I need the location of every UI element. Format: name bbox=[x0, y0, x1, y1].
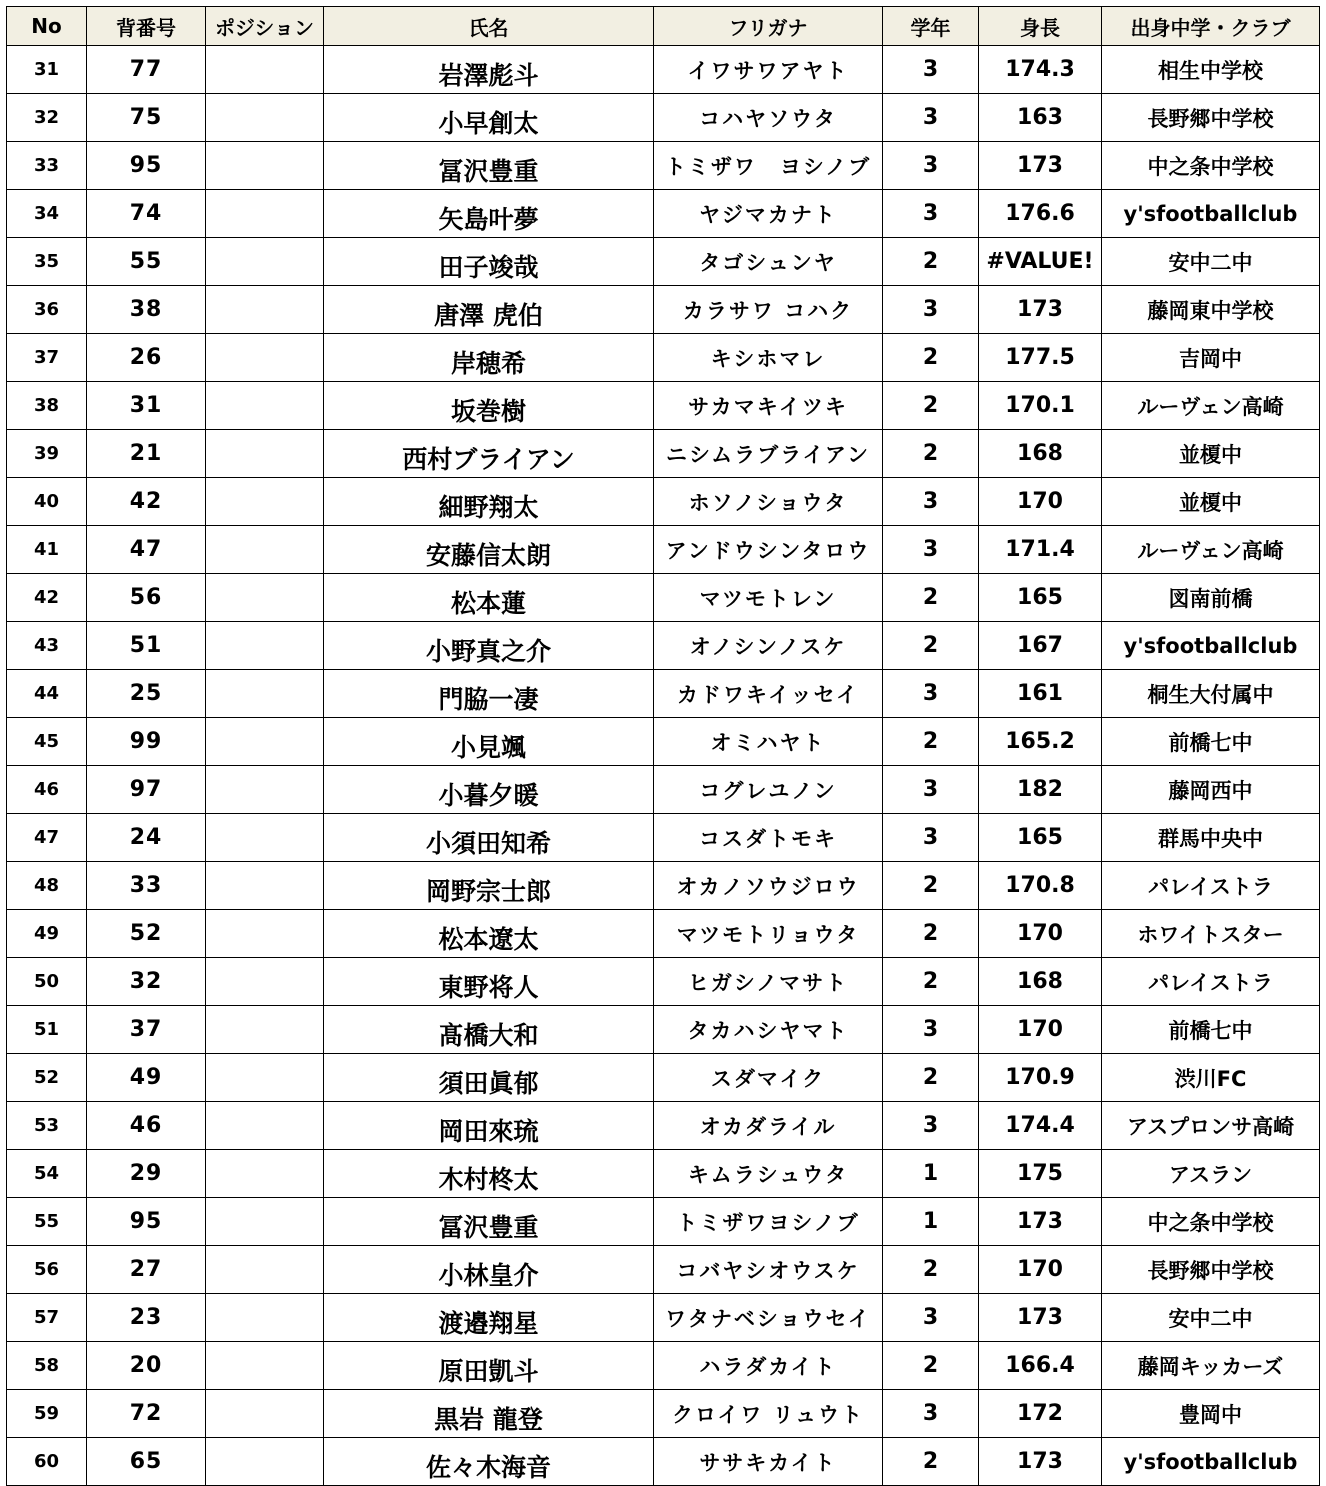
cell-jersey-number: 42 bbox=[87, 478, 206, 526]
table-row bbox=[7, 430, 1320, 478]
cell-grade: 2 bbox=[883, 1054, 979, 1102]
header-jersey-number: 背番号 bbox=[87, 7, 206, 46]
cell-no: 46 bbox=[7, 766, 87, 814]
cell-furigana: オミハヤト bbox=[654, 718, 883, 766]
cell-position bbox=[206, 238, 324, 286]
cell-furigana: アンドウシンタロウ bbox=[654, 526, 883, 574]
cell-no: 58 bbox=[7, 1342, 87, 1390]
cell-position bbox=[206, 286, 324, 334]
cell-jersey-number: 32 bbox=[87, 958, 206, 1006]
cell-height: 170.1 bbox=[979, 382, 1102, 430]
cell-no: 44 bbox=[7, 670, 87, 718]
cell-no: 59 bbox=[7, 1390, 87, 1438]
cell-grade: 2 bbox=[883, 622, 979, 670]
cell-height: 165.2 bbox=[979, 718, 1102, 766]
cell-jersey-number: 72 bbox=[87, 1390, 206, 1438]
cell-furigana: マツモトリョウタ bbox=[654, 910, 883, 958]
cell-jersey-number: 33 bbox=[87, 862, 206, 910]
cell-grade: 2 bbox=[883, 382, 979, 430]
cell-school-club: ルーヴェン高崎 bbox=[1102, 526, 1320, 574]
cell-height: 170 bbox=[979, 910, 1102, 958]
cell-height: 173 bbox=[979, 1198, 1102, 1246]
cell-school-club: y'sfootballclub bbox=[1102, 622, 1320, 670]
cell-school-club: ホワイトスター bbox=[1102, 910, 1320, 958]
cell-furigana: ニシムラブライアン bbox=[654, 430, 883, 478]
table-row bbox=[7, 670, 1320, 718]
table-row bbox=[7, 94, 1320, 142]
cell-no: 34 bbox=[7, 190, 87, 238]
cell-no: 60 bbox=[7, 1438, 87, 1486]
cell-furigana: スダマイク bbox=[654, 1054, 883, 1102]
cell-height: 168 bbox=[979, 430, 1102, 478]
cell-school-club: 並榎中 bbox=[1102, 430, 1320, 478]
cell-furigana: コハヤソウタ bbox=[654, 94, 883, 142]
cell-grade: 2 bbox=[883, 1438, 979, 1486]
cell-no: 49 bbox=[7, 910, 87, 958]
cell-furigana: タカハシヤマト bbox=[654, 1006, 883, 1054]
cell-school-club: 中之条中学校 bbox=[1102, 142, 1320, 190]
cell-no: 39 bbox=[7, 430, 87, 478]
cell-furigana: ホソノショウタ bbox=[654, 478, 883, 526]
cell-name: 田子竣哉 bbox=[324, 238, 654, 286]
roster-table bbox=[6, 6, 1320, 1486]
cell-position bbox=[206, 910, 324, 958]
cell-name: 黒岩 龍登 bbox=[324, 1390, 654, 1438]
cell-furigana: コスダトモキ bbox=[654, 814, 883, 862]
cell-jersey-number: 47 bbox=[87, 526, 206, 574]
cell-position bbox=[206, 1198, 324, 1246]
cell-jersey-number: 49 bbox=[87, 1054, 206, 1102]
table-row bbox=[7, 190, 1320, 238]
cell-school-club: アスラン bbox=[1102, 1150, 1320, 1198]
table-row bbox=[7, 1054, 1320, 1102]
cell-school-club: 渋川FC bbox=[1102, 1054, 1320, 1102]
header-furigana: フリガナ bbox=[654, 7, 883, 46]
cell-position bbox=[206, 670, 324, 718]
cell-grade: 2 bbox=[883, 718, 979, 766]
cell-school-club: 桐生大付属中 bbox=[1102, 670, 1320, 718]
cell-height: 176.6 bbox=[979, 190, 1102, 238]
cell-no: 31 bbox=[7, 46, 87, 94]
cell-grade: 2 bbox=[883, 430, 979, 478]
cell-furigana: キシホマレ bbox=[654, 334, 883, 382]
cell-position bbox=[206, 526, 324, 574]
cell-grade: 3 bbox=[883, 670, 979, 718]
cell-grade: 3 bbox=[883, 1102, 979, 1150]
cell-jersey-number: 56 bbox=[87, 574, 206, 622]
table-row bbox=[7, 1342, 1320, 1390]
cell-furigana: コグレユノン bbox=[654, 766, 883, 814]
cell-name: 岡田來琉 bbox=[324, 1102, 654, 1150]
cell-furigana: ササキカイト bbox=[654, 1438, 883, 1486]
cell-grade: 2 bbox=[883, 910, 979, 958]
cell-height: 174.3 bbox=[979, 46, 1102, 94]
cell-height: 161 bbox=[979, 670, 1102, 718]
table-row bbox=[7, 382, 1320, 430]
table-row bbox=[7, 1198, 1320, 1246]
cell-jersey-number: 38 bbox=[87, 286, 206, 334]
cell-grade: 3 bbox=[883, 1294, 979, 1342]
cell-position bbox=[206, 862, 324, 910]
cell-height: 172 bbox=[979, 1390, 1102, 1438]
cell-name: 須田眞郁 bbox=[324, 1054, 654, 1102]
cell-grade: 3 bbox=[883, 814, 979, 862]
cell-furigana: クロイワ リュウト bbox=[654, 1390, 883, 1438]
cell-jersey-number: 95 bbox=[87, 142, 206, 190]
cell-no: 54 bbox=[7, 1150, 87, 1198]
cell-name: 小林皇介 bbox=[324, 1246, 654, 1294]
cell-position bbox=[206, 1342, 324, 1390]
cell-position bbox=[206, 718, 324, 766]
cell-height: 168 bbox=[979, 958, 1102, 1006]
table-row bbox=[7, 622, 1320, 670]
cell-position bbox=[206, 766, 324, 814]
cell-furigana: タゴシュンヤ bbox=[654, 238, 883, 286]
cell-height: 165 bbox=[979, 814, 1102, 862]
cell-school-club: y'sfootballclub bbox=[1102, 190, 1320, 238]
cell-grade: 3 bbox=[883, 478, 979, 526]
cell-name: 岸穂希 bbox=[324, 334, 654, 382]
cell-jersey-number: 21 bbox=[87, 430, 206, 478]
cell-furigana: トミザワヨシノブ bbox=[654, 1198, 883, 1246]
table-row bbox=[7, 1150, 1320, 1198]
cell-no: 33 bbox=[7, 142, 87, 190]
cell-grade: 2 bbox=[883, 958, 979, 1006]
cell-position bbox=[206, 1294, 324, 1342]
cell-no: 42 bbox=[7, 574, 87, 622]
cell-jersey-number: 97 bbox=[87, 766, 206, 814]
cell-school-club: 豊岡中 bbox=[1102, 1390, 1320, 1438]
header-school-club: 出身中学・クラブ bbox=[1102, 7, 1320, 46]
cell-grade: 3 bbox=[883, 286, 979, 334]
cell-height: #VALUE! bbox=[979, 238, 1102, 286]
cell-jersey-number: 46 bbox=[87, 1102, 206, 1150]
cell-name: 冨沢豊重 bbox=[324, 1198, 654, 1246]
cell-furigana: トミザワ ヨシノブ bbox=[654, 142, 883, 190]
table-row bbox=[7, 1006, 1320, 1054]
cell-furigana: ハラダカイト bbox=[654, 1342, 883, 1390]
cell-jersey-number: 23 bbox=[87, 1294, 206, 1342]
cell-no: 53 bbox=[7, 1102, 87, 1150]
cell-school-club: パレイストラ bbox=[1102, 862, 1320, 910]
cell-furigana: ヒガシノマサト bbox=[654, 958, 883, 1006]
cell-position bbox=[206, 1102, 324, 1150]
cell-school-club: ルーヴェン高崎 bbox=[1102, 382, 1320, 430]
cell-jersey-number: 27 bbox=[87, 1246, 206, 1294]
cell-name: 渡邉翔星 bbox=[324, 1294, 654, 1342]
cell-grade: 2 bbox=[883, 574, 979, 622]
cell-jersey-number: 37 bbox=[87, 1006, 206, 1054]
cell-jersey-number: 65 bbox=[87, 1438, 206, 1486]
table-row bbox=[7, 238, 1320, 286]
cell-height: 177.5 bbox=[979, 334, 1102, 382]
cell-school-club: 安中二中 bbox=[1102, 1294, 1320, 1342]
cell-name: 小暮夕暖 bbox=[324, 766, 654, 814]
header-grade: 学年 bbox=[883, 7, 979, 46]
cell-position bbox=[206, 1054, 324, 1102]
cell-position bbox=[206, 142, 324, 190]
table-row bbox=[7, 718, 1320, 766]
cell-no: 32 bbox=[7, 94, 87, 142]
table-row bbox=[7, 1438, 1320, 1486]
cell-furigana: イワサワアヤト bbox=[654, 46, 883, 94]
cell-furigana: コバヤシオウスケ bbox=[654, 1246, 883, 1294]
cell-school-club: 相生中学校 bbox=[1102, 46, 1320, 94]
table-row bbox=[7, 766, 1320, 814]
cell-furigana: オカダライル bbox=[654, 1102, 883, 1150]
header-row bbox=[7, 7, 1320, 46]
cell-school-club: 藤岡東中学校 bbox=[1102, 286, 1320, 334]
cell-school-club: 中之条中学校 bbox=[1102, 1198, 1320, 1246]
table-row bbox=[7, 1294, 1320, 1342]
cell-no: 47 bbox=[7, 814, 87, 862]
cell-no: 48 bbox=[7, 862, 87, 910]
cell-furigana: ヤジマカナト bbox=[654, 190, 883, 238]
cell-height: 166.4 bbox=[979, 1342, 1102, 1390]
cell-furigana: サカマキイツキ bbox=[654, 382, 883, 430]
cell-height: 170 bbox=[979, 1246, 1102, 1294]
cell-position bbox=[206, 190, 324, 238]
cell-school-club: 吉岡中 bbox=[1102, 334, 1320, 382]
cell-furigana: マツモトレン bbox=[654, 574, 883, 622]
table-row bbox=[7, 334, 1320, 382]
cell-no: 35 bbox=[7, 238, 87, 286]
cell-name: 小早創太 bbox=[324, 94, 654, 142]
cell-no: 40 bbox=[7, 478, 87, 526]
table-row bbox=[7, 958, 1320, 1006]
cell-jersey-number: 29 bbox=[87, 1150, 206, 1198]
cell-height: 173 bbox=[979, 1294, 1102, 1342]
cell-jersey-number: 26 bbox=[87, 334, 206, 382]
cell-name: 細野翔太 bbox=[324, 478, 654, 526]
cell-school-club: 藤岡キッカーズ bbox=[1102, 1342, 1320, 1390]
cell-height: 170 bbox=[979, 1006, 1102, 1054]
cell-no: 45 bbox=[7, 718, 87, 766]
cell-jersey-number: 77 bbox=[87, 46, 206, 94]
cell-school-club: 図南前橋 bbox=[1102, 574, 1320, 622]
cell-school-club: パレイストラ bbox=[1102, 958, 1320, 1006]
cell-name: 冨沢豊重 bbox=[324, 142, 654, 190]
cell-position bbox=[206, 46, 324, 94]
header-position: ポジション bbox=[206, 7, 324, 46]
cell-grade: 1 bbox=[883, 1198, 979, 1246]
cell-jersey-number: 25 bbox=[87, 670, 206, 718]
table-row bbox=[7, 1246, 1320, 1294]
cell-grade: 2 bbox=[883, 1246, 979, 1294]
cell-no: 55 bbox=[7, 1198, 87, 1246]
cell-jersey-number: 52 bbox=[87, 910, 206, 958]
cell-name: 西村ブライアン bbox=[324, 430, 654, 478]
cell-no: 51 bbox=[7, 1006, 87, 1054]
cell-position bbox=[206, 94, 324, 142]
cell-position bbox=[206, 1246, 324, 1294]
cell-school-club: 群馬中央中 bbox=[1102, 814, 1320, 862]
cell-grade: 3 bbox=[883, 94, 979, 142]
cell-jersey-number: 20 bbox=[87, 1342, 206, 1390]
cell-name: 松本遼太 bbox=[324, 910, 654, 958]
table-row bbox=[7, 862, 1320, 910]
table-row bbox=[7, 574, 1320, 622]
cell-height: 163 bbox=[979, 94, 1102, 142]
cell-position bbox=[206, 334, 324, 382]
cell-no: 36 bbox=[7, 286, 87, 334]
cell-position bbox=[206, 1006, 324, 1054]
cell-school-club: アスプロンサ高崎 bbox=[1102, 1102, 1320, 1150]
header-name: 氏名 bbox=[324, 7, 654, 46]
cell-grade: 3 bbox=[883, 1006, 979, 1054]
cell-position bbox=[206, 574, 324, 622]
cell-no: 50 bbox=[7, 958, 87, 1006]
cell-no: 37 bbox=[7, 334, 87, 382]
cell-height: 170.8 bbox=[979, 862, 1102, 910]
table-row bbox=[7, 142, 1320, 190]
cell-grade: 3 bbox=[883, 142, 979, 190]
table-row bbox=[7, 478, 1320, 526]
cell-grade: 3 bbox=[883, 190, 979, 238]
cell-jersey-number: 99 bbox=[87, 718, 206, 766]
table-row bbox=[7, 910, 1320, 958]
cell-height: 174.4 bbox=[979, 1102, 1102, 1150]
cell-name: 木村柊太 bbox=[324, 1150, 654, 1198]
cell-school-club: 藤岡西中 bbox=[1102, 766, 1320, 814]
header-no: No bbox=[7, 7, 87, 46]
cell-grade: 3 bbox=[883, 766, 979, 814]
table-row bbox=[7, 526, 1320, 574]
cell-height: 170.9 bbox=[979, 1054, 1102, 1102]
cell-position bbox=[206, 622, 324, 670]
cell-height: 165 bbox=[979, 574, 1102, 622]
cell-name: 髙橋大和 bbox=[324, 1006, 654, 1054]
cell-grade: 3 bbox=[883, 526, 979, 574]
cell-no: 43 bbox=[7, 622, 87, 670]
cell-grade: 2 bbox=[883, 1342, 979, 1390]
cell-name: 東野将人 bbox=[324, 958, 654, 1006]
cell-name: 坂巻樹 bbox=[324, 382, 654, 430]
table-row bbox=[7, 286, 1320, 334]
cell-name: 原田凱斗 bbox=[324, 1342, 654, 1390]
cell-name: 矢島叶夢 bbox=[324, 190, 654, 238]
cell-position bbox=[206, 1150, 324, 1198]
cell-name: 岡野宗士郎 bbox=[324, 862, 654, 910]
cell-grade: 3 bbox=[883, 46, 979, 94]
cell-grade: 3 bbox=[883, 1390, 979, 1438]
cell-school-club: 長野郷中学校 bbox=[1102, 1246, 1320, 1294]
cell-name: 松本蓮 bbox=[324, 574, 654, 622]
cell-grade: 2 bbox=[883, 238, 979, 286]
cell-height: 167 bbox=[979, 622, 1102, 670]
cell-no: 56 bbox=[7, 1246, 87, 1294]
cell-jersey-number: 51 bbox=[87, 622, 206, 670]
cell-position bbox=[206, 430, 324, 478]
cell-height: 171.4 bbox=[979, 526, 1102, 574]
cell-name: 小須田知希 bbox=[324, 814, 654, 862]
table-row bbox=[7, 1102, 1320, 1150]
cell-name: 佐々木海音 bbox=[324, 1438, 654, 1486]
table-row bbox=[7, 46, 1320, 94]
cell-school-club: 前橋七中 bbox=[1102, 718, 1320, 766]
cell-furigana: キムラシュウタ bbox=[654, 1150, 883, 1198]
roster-body bbox=[7, 46, 1320, 1486]
cell-name: 小野真之介 bbox=[324, 622, 654, 670]
cell-grade: 2 bbox=[883, 334, 979, 382]
cell-no: 41 bbox=[7, 526, 87, 574]
cell-jersey-number: 55 bbox=[87, 238, 206, 286]
cell-jersey-number: 31 bbox=[87, 382, 206, 430]
cell-position bbox=[206, 382, 324, 430]
cell-no: 57 bbox=[7, 1294, 87, 1342]
cell-height: 175 bbox=[979, 1150, 1102, 1198]
header-height: 身長 bbox=[979, 7, 1102, 46]
cell-furigana: オカノソウジロウ bbox=[654, 862, 883, 910]
cell-name: 門脇一凄 bbox=[324, 670, 654, 718]
cell-name: 安藤信太朗 bbox=[324, 526, 654, 574]
cell-school-club: 長野郷中学校 bbox=[1102, 94, 1320, 142]
cell-name: 小見颯 bbox=[324, 718, 654, 766]
cell-name: 岩澤彪斗 bbox=[324, 46, 654, 94]
cell-jersey-number: 75 bbox=[87, 94, 206, 142]
cell-grade: 2 bbox=[883, 862, 979, 910]
cell-furigana: カドワキイッセイ bbox=[654, 670, 883, 718]
cell-height: 173 bbox=[979, 286, 1102, 334]
cell-position bbox=[206, 958, 324, 1006]
cell-jersey-number: 24 bbox=[87, 814, 206, 862]
cell-no: 52 bbox=[7, 1054, 87, 1102]
cell-no: 38 bbox=[7, 382, 87, 430]
cell-position bbox=[206, 1438, 324, 1486]
cell-name: 唐澤 虎伯 bbox=[324, 286, 654, 334]
cell-school-club: 安中二中 bbox=[1102, 238, 1320, 286]
cell-furigana: カラサワ コハク bbox=[654, 286, 883, 334]
cell-position bbox=[206, 478, 324, 526]
cell-height: 182 bbox=[979, 766, 1102, 814]
cell-height: 173 bbox=[979, 1438, 1102, 1486]
cell-school-club: 並榎中 bbox=[1102, 478, 1320, 526]
cell-school-club: 前橋七中 bbox=[1102, 1006, 1320, 1054]
cell-furigana: オノシンノスケ bbox=[654, 622, 883, 670]
cell-height: 173 bbox=[979, 142, 1102, 190]
cell-school-club: y'sfootballclub bbox=[1102, 1438, 1320, 1486]
cell-furigana: ワタナベショウセイ bbox=[654, 1294, 883, 1342]
cell-height: 170 bbox=[979, 478, 1102, 526]
cell-jersey-number: 74 bbox=[87, 190, 206, 238]
cell-grade: 1 bbox=[883, 1150, 979, 1198]
cell-position bbox=[206, 814, 324, 862]
table-row bbox=[7, 814, 1320, 862]
cell-position bbox=[206, 1390, 324, 1438]
cell-jersey-number: 95 bbox=[87, 1198, 206, 1246]
table-row bbox=[7, 1390, 1320, 1438]
